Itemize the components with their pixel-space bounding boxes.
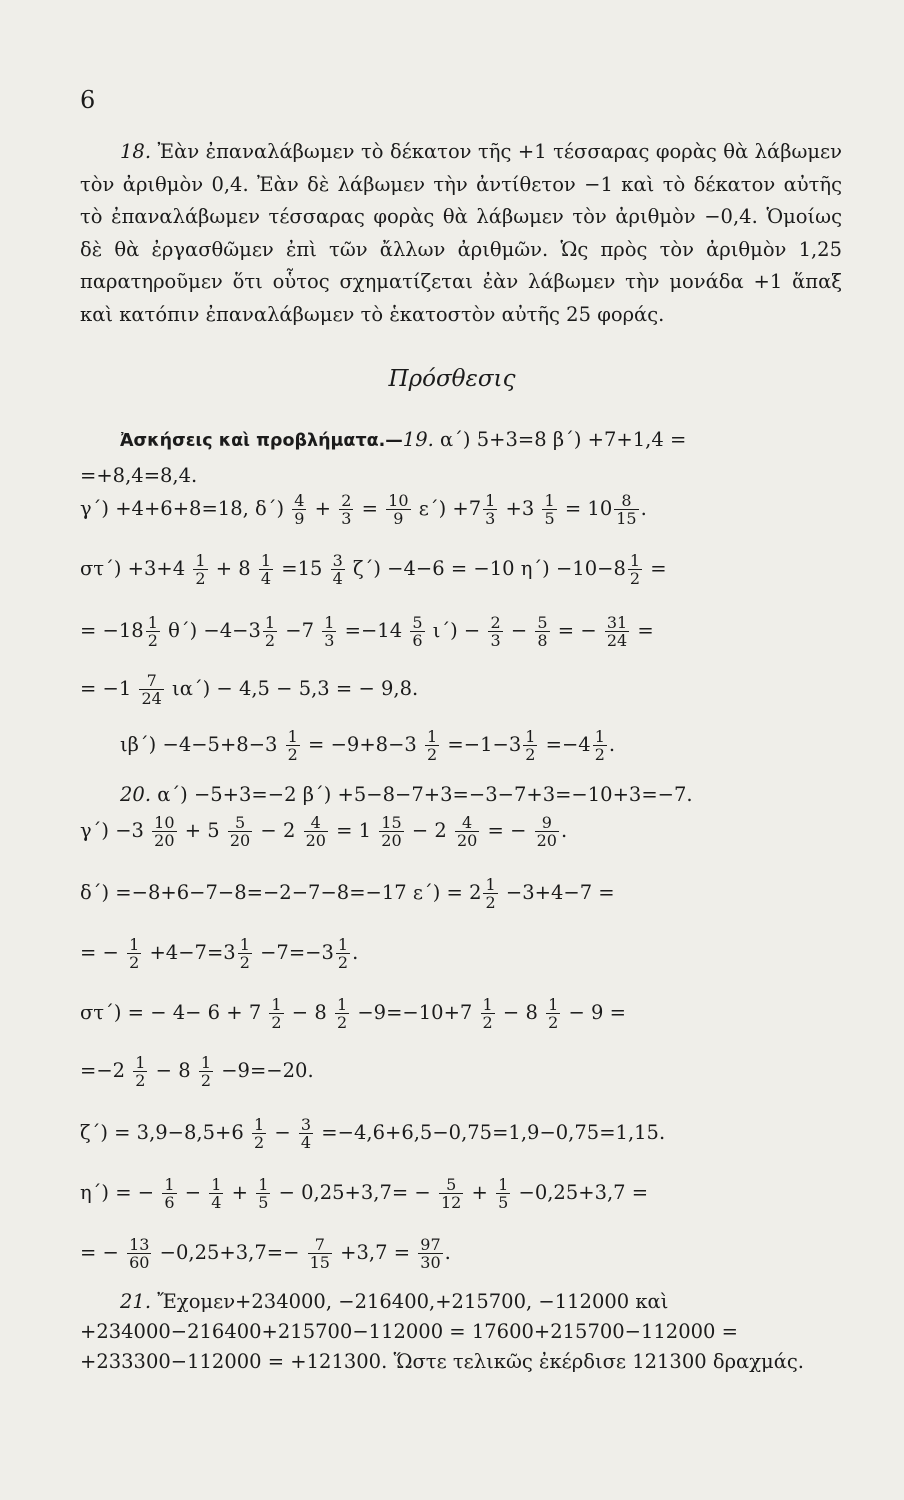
expression: − 2 xyxy=(405,819,453,842)
expression: στ΄) = − 4− 6 + 7 xyxy=(80,1001,268,1024)
expression: = xyxy=(644,557,667,580)
expression: = − xyxy=(481,819,533,842)
fraction: $\frac{4}{20}$ xyxy=(305,813,326,850)
expression: α΄) 5+3=8 β΄) +7+1,4 = xyxy=(433,428,687,451)
solution-line xyxy=(80,552,667,587)
fraction: $\frac{5}{20}$ xyxy=(229,813,251,850)
expression: −7 xyxy=(279,619,321,642)
fraction: $\frac{1}{6}$ xyxy=(164,1175,175,1212)
expression: . xyxy=(640,497,647,520)
expression: + xyxy=(308,497,338,520)
section-heading: Πρόσθεσις xyxy=(388,366,516,392)
expression: +233300−112000 = +121300. Ὥστε τελικῶς ἐκέρδισε 121300 δραχμάς. xyxy=(80,1350,804,1373)
expression: −0,25+3,7 = xyxy=(512,1181,649,1204)
fraction: $\frac{1}{2}$ xyxy=(264,613,276,650)
solution-line xyxy=(80,1176,648,1211)
expression: + xyxy=(225,1181,255,1204)
fraction: $\frac{1}{2}$ xyxy=(200,1053,212,1090)
fraction: $\frac{1}{2}$ xyxy=(548,995,559,1032)
fraction: $\frac{1}{2}$ xyxy=(271,995,282,1032)
fraction: $\frac{1}{5}$ xyxy=(258,1175,269,1212)
fraction: $\frac{4}{9}$ xyxy=(294,491,305,528)
fraction: $\frac{1}{2}$ xyxy=(253,1115,265,1152)
fraction: $\frac{31}{24}$ xyxy=(606,613,628,650)
fraction: $\frac{1}{2}$ xyxy=(287,727,298,764)
exercise-number: 21. xyxy=(120,1290,152,1313)
expression: + 5 xyxy=(178,819,226,842)
expression: −9=−20. xyxy=(215,1059,314,1082)
expression: +3,7 = xyxy=(333,1241,417,1264)
fraction: $\frac{1}{2}$ xyxy=(629,551,641,588)
fraction: $\frac{1}{2}$ xyxy=(337,935,349,972)
expression: = xyxy=(631,619,654,642)
expression: − 8 xyxy=(149,1059,197,1082)
expression: στ΄) +3+4 xyxy=(80,557,192,580)
fraction: $\frac{97}{30}$ xyxy=(420,1235,441,1272)
expression: δ΄) =−8+6−7−8=−2−7−8=−17 ε΄) = 2 xyxy=(80,881,482,904)
expression: ι΄) − xyxy=(426,619,487,642)
fraction: $\frac{1}{2}$ xyxy=(147,613,158,650)
solution-line xyxy=(120,428,686,451)
fraction: $\frac{10}{9}$ xyxy=(388,491,409,528)
expression: − xyxy=(268,1121,297,1144)
expression: =15 xyxy=(275,557,329,580)
expression: =−1−3 xyxy=(441,733,522,756)
expression: η΄) = − xyxy=(80,1181,161,1204)
expression: . xyxy=(608,733,616,756)
fraction: $\frac{8}{15}$ xyxy=(616,491,637,528)
fraction: $\frac{4}{20}$ xyxy=(456,813,478,850)
expression: − 8 xyxy=(496,1001,545,1024)
expression: = −18 xyxy=(80,619,144,642)
fraction: $\frac{2}{3}$ xyxy=(490,613,501,650)
expression: γ΄) +4+6+8=18, δ΄) xyxy=(80,497,291,520)
exercise-number: 20. xyxy=(120,783,152,806)
expression: θ΄) −4−3 xyxy=(161,619,261,642)
fraction: $\frac{5}{8}$ xyxy=(537,613,548,650)
expression: = 10 xyxy=(558,497,613,520)
fraction: $\frac{1}{4}$ xyxy=(211,1175,222,1212)
exercise-number: 18. xyxy=(120,140,152,163)
expression: = − xyxy=(551,619,603,642)
expression: +3 xyxy=(499,497,541,520)
fraction: $\frac{1}{2}$ xyxy=(482,995,493,1032)
solution-line xyxy=(120,1290,668,1313)
expression: − 8 xyxy=(285,1001,333,1024)
expression: ζ΄) = 3,9−8,5+6 xyxy=(80,1121,250,1144)
solution-line xyxy=(80,996,626,1031)
expression: . xyxy=(560,819,568,842)
fraction: $\frac{1}{5}$ xyxy=(544,491,555,528)
fraction: $\frac{1}{2}$ xyxy=(129,935,140,972)
solution-line xyxy=(80,1350,804,1373)
fraction: $\frac{1}{2}$ xyxy=(195,551,206,588)
expression: −0,25+3,7=− xyxy=(153,1241,306,1264)
expression: + 8 xyxy=(209,557,257,580)
expression: ιβ΄) −4−5+8−3 xyxy=(120,733,284,756)
expression: − xyxy=(504,619,534,642)
expression: ζ΄) −4−6 = −10 η΄) −10−8 xyxy=(346,557,626,580)
fraction: $\frac{1}{2}$ xyxy=(336,995,348,1032)
solution-line xyxy=(80,936,358,971)
fraction: $\frac{2}{3}$ xyxy=(341,491,352,528)
solution-line xyxy=(80,672,418,707)
fraction: $\frac{1}{3}$ xyxy=(485,491,496,528)
fraction: $\frac{1}{3}$ xyxy=(324,613,335,650)
solution-line xyxy=(80,492,647,527)
solution-line xyxy=(80,876,615,911)
expression: . xyxy=(444,1241,451,1264)
expression: =+8,4=8,4. xyxy=(80,464,198,487)
expression: −7=−3 xyxy=(253,941,334,964)
fraction: $\frac{15}{20}$ xyxy=(381,813,402,850)
expression: γ΄) −3 xyxy=(80,819,151,842)
solution-line xyxy=(80,1054,314,1089)
expression: −3+4−7 = xyxy=(499,881,615,904)
fraction: $\frac{9}{20}$ xyxy=(536,813,557,850)
expression: − 0,25+3,7= − xyxy=(272,1181,437,1204)
fraction: $\frac{10}{20}$ xyxy=(154,813,175,850)
expression: − xyxy=(178,1181,208,1204)
expression: α΄) −5+3=−2 β΄) +5−8−7+3=−3−7+3=−10+3=−7. xyxy=(151,783,693,806)
expression: =−14 xyxy=(338,619,409,642)
expression: + xyxy=(465,1181,495,1204)
solution-line xyxy=(80,1236,451,1271)
expression: =−4,6+6,5−0,75=1,9−0,75=1,15. xyxy=(315,1121,666,1144)
expression: = − xyxy=(80,941,126,964)
expression: +4−7=3 xyxy=(143,941,236,964)
expression: − 2 xyxy=(254,819,302,842)
expression: +234000−216400+215700−112000 = 17600+215700−112000 = xyxy=(80,1320,738,1343)
solution-line xyxy=(80,614,654,649)
expression: = xyxy=(355,497,385,520)
exercises-title: Ἀσκήσεις καὶ προβλήματα.— xyxy=(120,431,403,451)
fraction: $\frac{3}{4}$ xyxy=(300,1115,312,1152)
expression: −9=−10+7 xyxy=(351,1001,479,1024)
expression: = −1 xyxy=(80,677,138,700)
expression: = −9+8−3 xyxy=(301,733,424,756)
fraction: $\frac{1}{2}$ xyxy=(485,875,496,912)
fraction: $\frac{1}{2}$ xyxy=(239,935,250,972)
page-number: 6 xyxy=(80,86,96,114)
expression: − 9 = xyxy=(562,1001,626,1024)
paragraph-18 xyxy=(80,136,842,331)
exercise-number: 19. xyxy=(402,428,434,451)
fraction: $\frac{1}{5}$ xyxy=(498,1175,509,1212)
solution-line xyxy=(80,464,197,487)
fraction: $\frac{7}{24}$ xyxy=(141,671,162,708)
solution-line xyxy=(80,1116,665,1151)
fraction: $\frac{1}{2}$ xyxy=(594,727,605,764)
expression: ε΄) +7 xyxy=(412,497,482,520)
fraction: $\frac{3}{4}$ xyxy=(332,551,343,588)
expression: = − xyxy=(80,1241,126,1264)
fraction: $\frac{1}{2}$ xyxy=(525,727,536,764)
expression: =−4 xyxy=(539,733,591,756)
paragraph-text: Ἐὰν ἐπαναλάβωμεν τὸ δέκατον τῆς +1 τέσσαρας φορὰς θὰ λάβωμεν τὸν ἀριθμὸν 0,4. Ἐὰν δὲ λάβωμεν τὴν ἀντίθετον −1 καὶ τὸ δέκατον αὐτῆς τὸ ἐπαναλάβωμεν τέσσαρας φορὰς θὰ λάβωμεν τὸν ἀριθμὸν −0,4. Ὁμοίως δὲ θὰ ἐργασθῶμεν ἐπὶ τῶν ἄλλων ἀριθμῶν. Ὡς πρὸς τὸν ἀριθμὸν 1,25 παρατηροῦμεν ὅτι οὗτος σχηματίζεται ἐὰν λάβωμεν τὴν μονάδα +1 ἅπαξ καὶ κατόπιν ἐπαναλάβωμεν τὸ ἑκατοστὸν αὐτῆς 25 φοράς. xyxy=(80,140,842,326)
solution-line xyxy=(80,814,567,849)
expression: . xyxy=(352,941,359,964)
expression: = 1 xyxy=(329,819,378,842)
fraction: $\frac{7}{15}$ xyxy=(309,1235,330,1272)
solution-line xyxy=(120,728,615,763)
fraction: $\frac{5}{6}$ xyxy=(412,613,423,650)
fraction: $\frac{1}{2}$ xyxy=(135,1053,146,1090)
expression: ια΄) − 4,5 − 5,3 = − 9,8. xyxy=(165,677,419,700)
fraction: $\frac{5}{12}$ xyxy=(440,1175,462,1212)
solution-line xyxy=(80,1320,738,1343)
fraction: $\frac{1}{4}$ xyxy=(260,551,272,588)
solution-line xyxy=(120,783,693,806)
fraction: $\frac{13}{60}$ xyxy=(129,1235,150,1272)
fraction: $\frac{1}{2}$ xyxy=(427,727,438,764)
expression: Ἔχομεν+234000, −216400,+215700, −112000 καὶ xyxy=(151,1290,669,1313)
expression: =−2 xyxy=(80,1059,132,1082)
